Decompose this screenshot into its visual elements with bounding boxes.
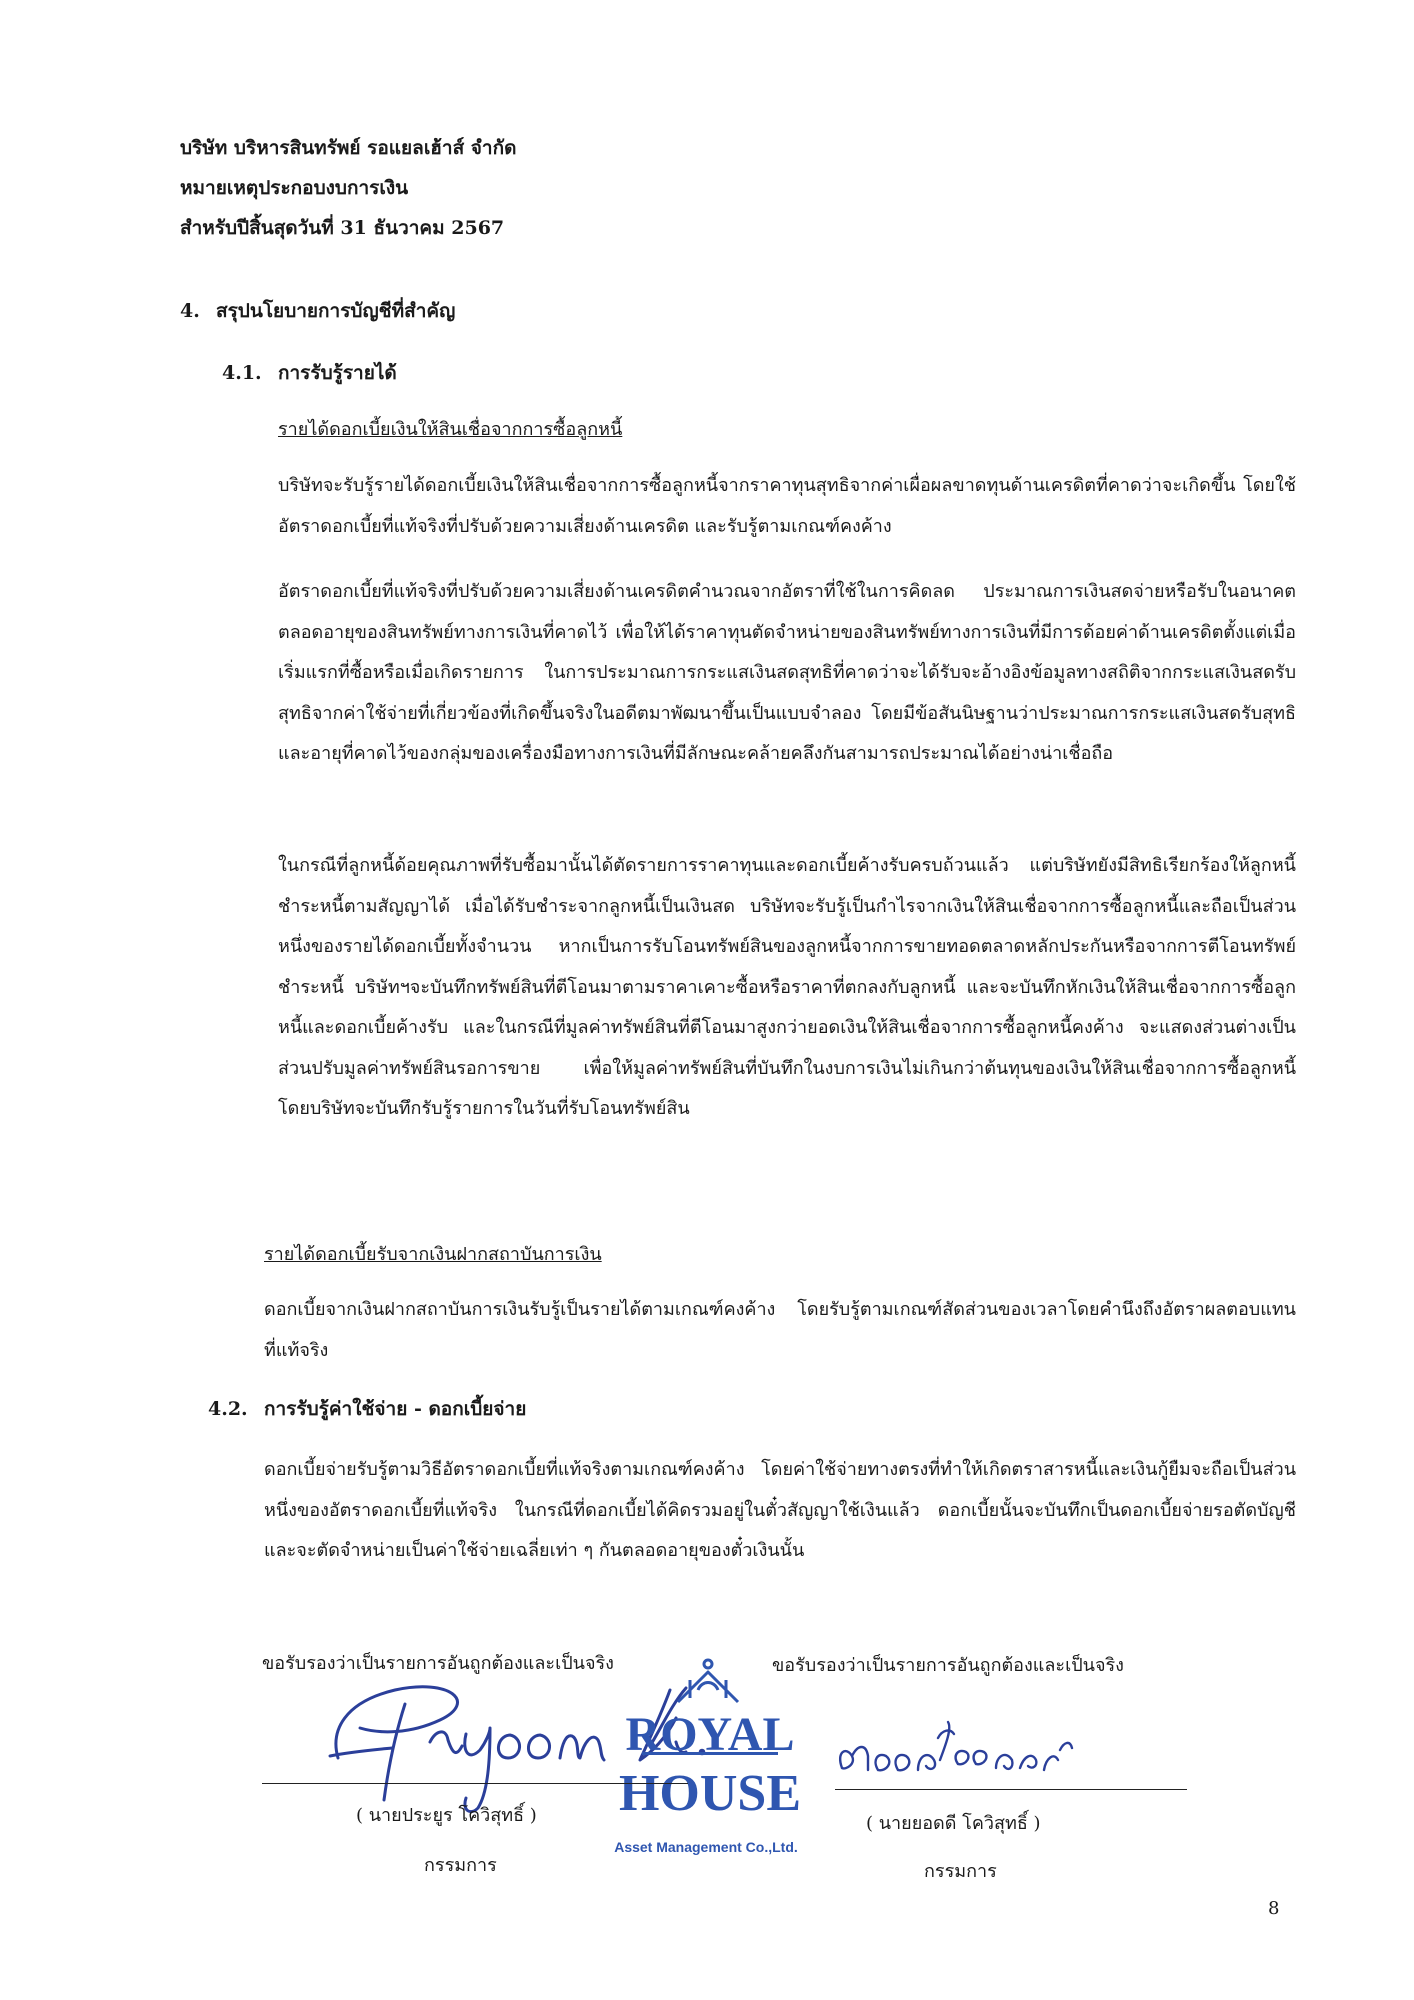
left-signatory-position: กรรมการ: [424, 1855, 497, 1876]
stamp-royal-text: ROYAL: [625, 1708, 795, 1761]
subheading-deposit-interest-income: รายได้ดอกเบี้ยรับจากเงินฝากสถาบันการเงิน: [264, 1244, 602, 1265]
stamp-company-text: Asset Management Co.,Ltd.: [614, 1839, 798, 1855]
left-certification-text: ขอรับรองว่าเป็นรายการอันถูกต้องและเป็นจริง: [262, 1653, 614, 1674]
right-signatory-name: ( นายยอดดี โควิสุทธิ์ ): [866, 1813, 1041, 1834]
section-4-1-number: 4.1.: [222, 362, 262, 384]
section-4-number: 4.: [180, 300, 200, 322]
paragraph-interest-expense: ดอกเบี้ยจ่ายรับรู้ตามวิธีอัตราดอกเบี้ยที่แท้จริงตามเกณฑ์คงค้าง โดยค่าใช้จ่ายทางตรงที่ทำให้เกิดตราสารหนี้และเงินกู้ยืมจะถือเป็นส่วนหนึ่งของอัตราดอกเบี้ยที่แท้จริง ในกรณีที่ดอกเบี้ยได้คิดรวมอยู่ในตั๋วสัญญาใช้เงินแล้ว ดอกเบี้ยนั้นจะบันทึกเป็นดอกเบี้ยจ่ายรอตัดบัญชีและจะตัดจำหน่ายเป็นค่าใช้จ่ายเฉลี่ยเท่า ๆ กันตลอดอายุของตั๋วเงินนั้น: [264, 1459, 1296, 1561]
section-4-1-title: การรับรู้รายได้: [278, 362, 397, 384]
paragraph-loan-interest-3: ในกรณีที่ลูกหนี้ด้อยคุณภาพที่รับซื้อมานั้นได้ตัดรายการราคาทุนและดอกเบี้ยค้างรับครบถ้วนแล้ว แต่บริษัทยังมีสิทธิเรียกร้องให้ลูกหนี้ชำระหนี้ตามสัญญาได้ เมื่อได้รับชำระจากลูกหนี้เป็นเงินสด บริษัทจะรับรู้เป็นกำไรจากเงินให้สินเชื่อจากการซื้อลูกหนี้และถือเป็นส่วนหนึ่งของรายได้ดอกเบี้ยทั้งจำนวน หากเป็นการรับโอนทรัพย์สินของลูกหนี้จากการขายทอดตลาดหลักประกันหรือจากการตีโอนทรัพย์ชำระหนี้ บริษัทฯจะบันทึกทรัพย์สินที่ตีโอนมาตามราคาเคาะซื้อหรือราคาที่ตกลงกับลูกหนี้ และจะบันทึกหักเงินให้สินเชื่อจากการซื้อลูกหนี้และดอกเบี้ยค้างรับ และในกรณีที่มูลค่าทรัพย์สินที่ตีโอนมาสูงกว่ายอดเงินให้สินเชื่อจากการซื้อลูกหนี้คงค้าง จะแสดงส่วนต่างเป็นส่วนปรับมูลค่าทรัพย์สินรอการขาย เพื่อให้มูลค่าทรัพย์สินที่บันทึกในงบการเงินไม่เกินกว่าต้นทุนของเงินให้สินเชื่อจากการซื้อลูกหนี้ โดยบริษัทจะบันทึกรับรู้รายการในวันที่รับโอนทรัพย์สิน: [278, 855, 1296, 1119]
paragraph-loan-interest-1: บริษัทจะรับรู้รายได้ดอกเบี้ยเงินให้สินเชื่อจากการซื้อลูกหนี้จากราคาทุนสุทธิจากค่าเผื่อผลขาดทุนด้านเครดิตที่คาดว่าจะเกิดขึ้น โดยใช้อัตราดอกเบี้ยที่แท้จริงที่ปรับด้วยความเสี่ยงด้านเครดิต และรับรู้ตามเกณฑ์คงค้าง: [278, 475, 1296, 537]
section-4-2-title: การรับรู้ค่าใช้จ่าย - ดอกเบี้ยจ่าย: [264, 1398, 527, 1420]
paragraph-loan-interest-2: อัตราดอกเบี้ยที่แท้จริงที่ปรับด้วยความเสี่ยงด้านเครดิตคำนวณจากอัตราที่ใช้ในการคิดลด ประมาณการเงินสดจ่ายหรือรับในอนาคตตลอดอายุของสินทรัพย์ทางการเงินที่คาดไว้ เพื่อให้ได้ราคาทุนตัดจำหน่ายของสินทรัพย์ทางการเงินที่มีการด้อยค่าด้านเครดิตตั้งแต่เมื่อเริ่มแรกที่ซื้อหรือเมื่อเกิดรายการ ในการประมาณการกระแสเงินสดสุทธิที่คาดว่าจะได้รับจะอ้างอิงข้อมูลทางสถิติจากกระแสเงินสดรับสุทธิจากค่าใช้จ่ายที่เกี่ยวข้องที่เกิดขึ้นจริงในอดีตมาพัฒนาขึ้นเป็นแบบจำลอง โดยมีข้อสันนิษฐานว่าประมาณการกระแสเงินสดรับสุทธิและอายุที่คาดไว้ของกลุ่มของเครื่องมือทางการเงินที่มีลักษณะคล้ายคลึงกันสามารถประมาณได้อย่างน่าเชื่อถือ: [278, 581, 1296, 764]
subheading-loan-interest-income: รายได้ดอกเบี้ยเงินให้สินเชื่อจากการซื้อลูกหนี้: [278, 419, 623, 440]
left-signatory-name: ( นายประยูร โควิสุทธิ์ ): [356, 1805, 537, 1826]
section-4-2-number: 4.2.: [208, 1398, 248, 1420]
right-signature-line: [835, 1789, 1187, 1790]
right-signatory-position: กรรมการ: [924, 1861, 997, 1882]
document-title: หมายเหตุประกอบงบการเงิน: [180, 177, 409, 199]
left-signature-line: [262, 1783, 688, 1784]
reporting-period: สำหรับปีสิ้นสุดวันที่ 31 ธันวาคม 2567: [180, 217, 505, 239]
company-name: บริษัท บริหารสินทรัพย์ รอแยลเฮ้าส์ จำกัด: [180, 137, 517, 159]
right-certification-text: ขอรับรองว่าเป็นรายการอันถูกต้องและเป็นจริง: [772, 1655, 1124, 1676]
section-4-title: สรุปนโยบายการบัญชีที่สำคัญ: [216, 300, 456, 322]
paragraph-deposit-interest: ดอกเบี้ยจากเงินฝากสถาบันการเงินรับรู้เป็นรายได้ตามเกณฑ์คงค้าง โดยรับรู้ตามเกณฑ์สัดส่วนของเวลาโดยคำนึงถึงอัตราผลตอบแทนที่แท้จริง: [264, 1299, 1296, 1361]
stamp-house-text: HOUSE: [618, 1765, 802, 1822]
page-number: 8: [1268, 1898, 1280, 1919]
